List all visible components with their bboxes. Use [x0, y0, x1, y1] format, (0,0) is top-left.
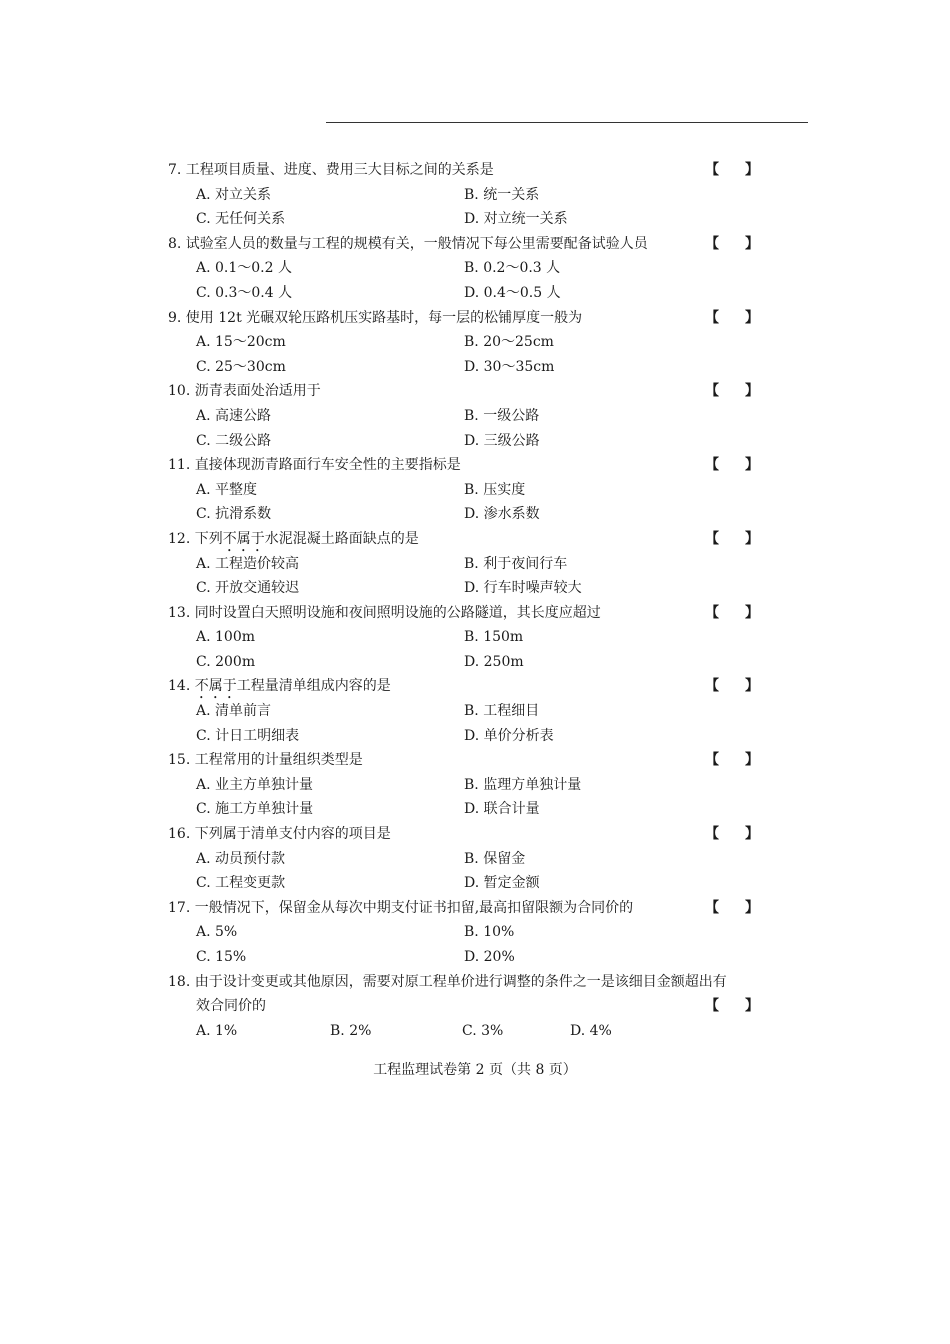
options-row	[168, 330, 768, 355]
answer-bracket[interactable]: 【 】	[705, 604, 759, 621]
question-stem: 15. 工程常用的计量组织类型是	[168, 752, 363, 769]
option-c[interactable]: C. 无任何关系	[196, 211, 286, 228]
question-13	[168, 601, 768, 675]
question-stem: 16. 下列属于清单支付内容的项目是	[168, 826, 391, 843]
options-row	[168, 183, 768, 208]
option-d[interactable]: D. 4%	[570, 1022, 612, 1039]
answer-bracket[interactable]: 【 】	[705, 309, 759, 326]
question-15	[168, 748, 768, 822]
option-b[interactable]: B. 0.2～0.3 人	[464, 260, 561, 277]
answer-bracket[interactable]: 【 】	[705, 899, 759, 916]
question-stem: 11. 直接体现沥青路面行车安全性的主要指标是	[168, 457, 461, 474]
option-b[interactable]: B. 压实度	[464, 481, 526, 498]
option-d[interactable]: D. 渗水系数	[464, 506, 540, 523]
question-stem: 14. 不属于工程量清单组成内容的是	[168, 678, 391, 695]
options-row	[168, 576, 768, 601]
question-9	[168, 306, 768, 380]
question-stem: 9. 使用 12t 光碾双轮压路机压实路基时，每一层的松铺厚度一般为	[168, 309, 583, 326]
option-b[interactable]: B. 一级公路	[464, 407, 540, 424]
question-10	[168, 379, 768, 453]
question-stem: 18. 由于设计变更或其他原因，需要对原工程单价进行调整的条件之一是该细目金额超出有	[168, 973, 727, 990]
question-18	[168, 970, 768, 1044]
option-b[interactable]: B. 监理方单独计量	[464, 776, 582, 793]
option-d[interactable]: D. 行车时噪声较大	[464, 580, 582, 597]
question-stem: 13. 同时设置白天照明设施和夜间照明设施的公路隧道，其长度应超过	[168, 604, 601, 621]
option-a[interactable]: A. 15～20cm	[196, 334, 286, 351]
option-a[interactable]: A. 对立关系	[196, 186, 272, 203]
answer-bracket[interactable]: 【 】	[705, 530, 759, 547]
answer-bracket[interactable]: 【 】	[705, 235, 759, 252]
option-c[interactable]: C. 工程变更款	[196, 875, 286, 892]
option-a[interactable]: A. 业主方单独计量	[196, 776, 314, 793]
option-d[interactable]: D. 20%	[464, 949, 515, 965]
question-stem: 12. 下列不属于水泥混凝土路面缺点的是	[168, 530, 419, 547]
options-row	[168, 355, 768, 380]
option-c[interactable]: C. 0.3～0.4 人	[196, 284, 293, 301]
question-stem: 17. 一般情况下，保留金从每次中期支付证书扣留,最高扣留限额为合同价的	[168, 899, 634, 916]
option-b[interactable]: B. 20～25cm	[464, 334, 554, 351]
option-d[interactable]: D. 30～35cm	[464, 358, 555, 375]
answer-bracket[interactable]: 【 】	[705, 998, 759, 1015]
option-c[interactable]: C. 二级公路	[196, 432, 272, 449]
option-b[interactable]: B. 统一关系	[464, 186, 540, 203]
options-row	[168, 404, 768, 429]
question-stem-continued: 效合同价的	[196, 998, 266, 1015]
option-d[interactable]: D. 对立统一关系	[464, 211, 568, 228]
option-a[interactable]: A. 清单前言	[196, 703, 272, 720]
option-c[interactable]: C. 25～30cm	[196, 358, 286, 375]
question-7	[168, 158, 768, 232]
options-row	[168, 773, 768, 798]
option-b[interactable]: B. 保留金	[464, 850, 526, 867]
question-stem: 10. 沥青表面处治适用于	[168, 383, 321, 400]
option-c[interactable]: C. 3%	[462, 1022, 504, 1039]
question-8	[168, 232, 768, 306]
page-footer: 工程监理试卷第 2 页（共 8 页）	[373, 1062, 577, 1078]
option-b[interactable]: B. 利于夜间行车	[464, 555, 568, 572]
option-a[interactable]: A. 1%	[196, 1022, 238, 1039]
option-a[interactable]: A. 平整度	[196, 481, 258, 498]
options-row	[168, 945, 768, 970]
options-row	[168, 847, 768, 872]
question-stem: 7. 工程项目质量、进度、费用三大目标之间的关系是	[168, 162, 494, 178]
option-b[interactable]: B. 工程细目	[464, 703, 540, 720]
options-row	[168, 920, 768, 945]
options-row	[168, 871, 768, 896]
option-c[interactable]: C. 计日工明细表	[196, 727, 300, 744]
header-rule	[326, 122, 808, 123]
option-a[interactable]: A. 工程造价较高	[196, 555, 300, 572]
options-row	[168, 797, 768, 822]
option-c[interactable]: C. 200m	[196, 653, 256, 670]
option-d[interactable]: D. 暂定金额	[464, 875, 540, 892]
options-row	[168, 281, 768, 306]
question-12	[168, 527, 768, 601]
answer-bracket[interactable]: 【 】	[705, 678, 759, 695]
option-c[interactable]: C. 施工方单独计量	[196, 801, 314, 818]
emphasis-text: 不属于	[222, 530, 265, 547]
options-row	[168, 552, 768, 577]
option-d[interactable]: D. 0.4～0.5 人	[464, 284, 561, 301]
options-row	[168, 625, 768, 650]
answer-bracket[interactable]: 【 】	[705, 752, 759, 769]
options-row	[168, 429, 768, 454]
option-d[interactable]: D. 联合计量	[464, 801, 540, 818]
option-d[interactable]: D. 三级公路	[464, 432, 540, 449]
options-row	[168, 1019, 768, 1044]
options-row	[168, 256, 768, 281]
emphasis-text: 不属于	[194, 678, 237, 695]
question-11	[168, 453, 768, 527]
question-list	[168, 158, 768, 1043]
answer-bracket[interactable]: 【 】	[705, 383, 759, 400]
question-14	[168, 674, 768, 748]
question-stem: 8. 试验室人员的数量与工程的规模有关，一般情况下每公里需要配备试验人员	[168, 235, 648, 252]
option-a[interactable]: A. 动员预付款	[196, 850, 286, 867]
question-17	[168, 896, 768, 970]
answer-bracket[interactable]: 【 】	[705, 826, 759, 843]
options-row	[168, 207, 768, 232]
option-c[interactable]: C. 抗滑系数	[196, 506, 272, 523]
option-a[interactable]: A. 100m	[196, 629, 256, 646]
options-row	[168, 650, 768, 675]
options-row	[168, 699, 768, 724]
option-a[interactable]: A. 5%	[196, 924, 238, 941]
option-b[interactable]: B. 150m	[464, 629, 524, 646]
option-a[interactable]: A. 高速公路	[196, 407, 272, 424]
answer-bracket[interactable]: 【 】	[705, 162, 759, 178]
option-c[interactable]: C. 15%	[196, 949, 247, 965]
option-a[interactable]: A. 0.1～0.2 人	[196, 260, 292, 277]
option-d[interactable]: D. 250m	[464, 653, 524, 670]
answer-bracket[interactable]: 【 】	[705, 457, 759, 474]
option-b[interactable]: B. 10%	[464, 924, 515, 941]
option-c[interactable]: C. 开放交通较迟	[196, 580, 300, 597]
options-row	[168, 502, 768, 527]
question-16	[168, 822, 768, 896]
options-row	[168, 724, 768, 749]
option-d[interactable]: D. 单价分析表	[464, 727, 554, 744]
option-b[interactable]: B. 2%	[330, 1022, 372, 1039]
options-row	[168, 478, 768, 503]
